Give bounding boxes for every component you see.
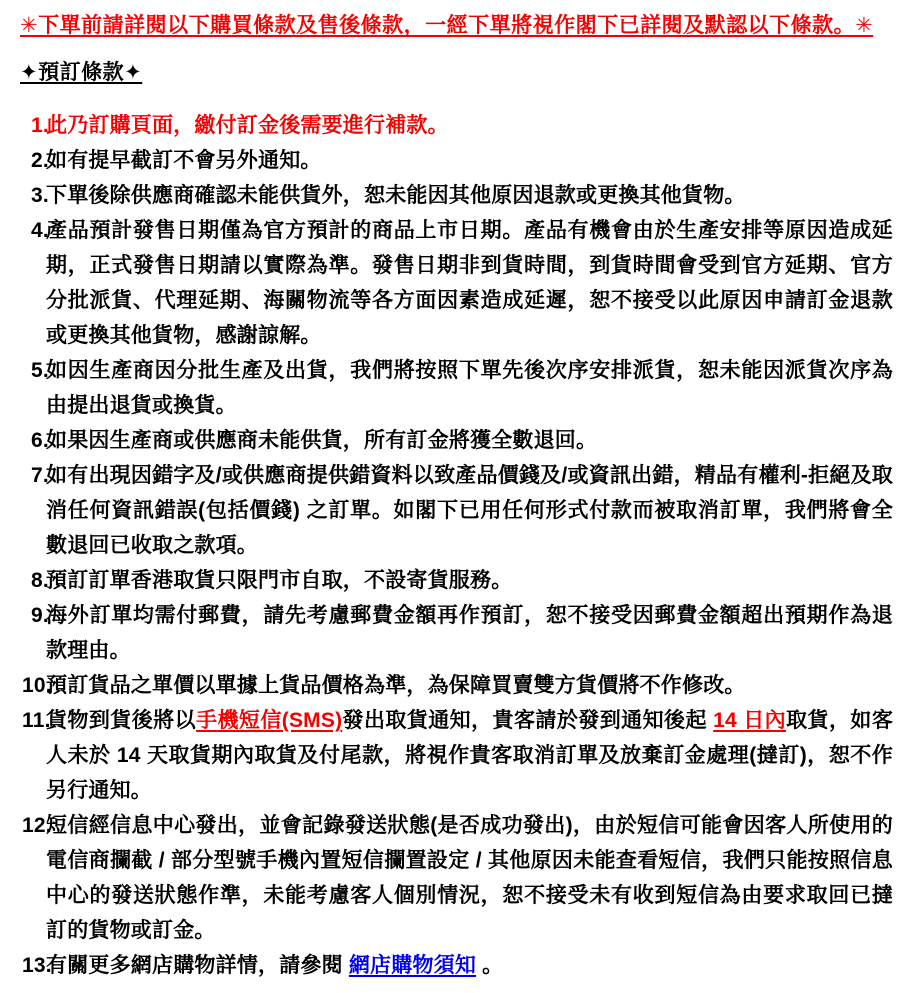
term-item-1 [20, 108, 893, 143]
pickup-deadline-highlight: 14 日內 [713, 709, 787, 732]
text-segment: 海外訂單均需付郵費，請先考慮郵費金額再作預訂，恕不接受因郵費金額超出預期作為退款理由。 [46, 604, 893, 662]
text-segment: 取貨，如客人未於 14 天取貨期內取貨及付尾款，將視作貴客取消訂單及放棄訂金處理(撻訂)，恕不作另行通知。 [46, 709, 894, 802]
term-item-11 [20, 703, 893, 808]
preorder-terms-section-title: ✦預訂條款✦ [20, 61, 143, 84]
term-item-7 [20, 458, 893, 563]
purchase-notice-header: ✳下單前請詳閱以下購買條款及售後條款，一經下單將視作閣下已詳閱及默認以下條款。✳ [20, 14, 874, 37]
text-segment: 短信經信息中心發出，並會記錄發送狀態(是否成功發出)，由於短信可能會因客人所使用的電信商攔截 / 部分型號手機內置短信攔置設定 / 其他原因未能查看短信，我們只能按照信息中心的發送狀態作準，未能考慮客人個別情況，恕不接受未有收到短信為由要求取回已撻訂的貨物或訂金。 [46, 814, 893, 942]
term-number: 6. [31, 429, 49, 452]
term-number: 8. [31, 569, 49, 592]
term-number: 3. [31, 184, 49, 207]
term-text [46, 814, 893, 942]
term-number: 1. [31, 114, 49, 137]
term-item-5 [20, 353, 893, 423]
text-segment: 如因生產商因分批生產及出貨，我們將按照下單先後次序安排派貨，恕未能因派貨次序為由提出退貨或換貨。 [46, 359, 893, 417]
term-number: 13. [22, 954, 52, 977]
term-number: 4. [31, 219, 49, 242]
term-number: 5. [31, 359, 49, 382]
term-number: 11. [22, 709, 51, 732]
text-segment: 如果因生產商或供應商未能供貨，所有訂金將獲全數退回。 [46, 429, 598, 452]
term-text [46, 219, 893, 347]
text-segment: 貨物到貨後將以 [46, 709, 197, 732]
term-item-4 [20, 213, 893, 353]
text-segment: 預訂貨品之單價以單據上貨品價格為準，為保障買賣雙方貨價將不作修改。 [46, 674, 746, 697]
term-item-10 [20, 668, 893, 703]
text-segment: 發出取貨通知，貴客請於發到通知後起 [342, 709, 714, 732]
text-segment: 下單後除供應商確認未能供貨外，恕未能因其他原因退款或更換其他貨物。 [46, 184, 746, 207]
term-text [46, 184, 746, 207]
text-segment: 產品預計發售日期僅為官方預計的商品上市日期。產品有機會由於生產安排等原因造成延期，正式發售日期請以實際為準。發售日期非到貨時間，到貨時間會受到官方延期、官方分批派貨、代理延期、海關物流等各方面因素造成延遲，恕不接受以此原因申請訂金退款或更換其他貨物，感謝諒解。 [46, 219, 893, 347]
term-number: 12. [22, 814, 52, 837]
term-text [46, 954, 503, 977]
term-item-6 [20, 423, 893, 458]
term-item-8 [20, 563, 893, 598]
text-segment: 有關更多網店購物詳情，請參閱 [46, 954, 349, 977]
term-text [46, 359, 893, 417]
term-number: 9. [31, 604, 49, 627]
term-text [46, 674, 746, 697]
terms-list [20, 108, 893, 983]
store-shopping-guide-link[interactable]: 網店購物須知 [348, 954, 477, 977]
term-text [46, 114, 449, 137]
term-item-3 [20, 178, 893, 213]
term-item-12 [20, 808, 893, 948]
term-number: 7. [31, 464, 49, 487]
term-text [46, 604, 893, 662]
term-text [46, 464, 893, 557]
term-item-13 [20, 948, 893, 983]
term-text [46, 569, 512, 592]
text-segment: 。 [476, 954, 504, 977]
text-segment: 此乃訂購頁面，繳付訂金後需要進行補款。 [46, 114, 449, 137]
text-segment: 如有提早截訂不會另外通知。 [46, 149, 322, 172]
term-text [46, 709, 893, 802]
term-number: 2. [31, 149, 49, 172]
term-text [46, 149, 322, 172]
text-segment: 如有出現因錯字及/或供應商提供錯資料以致產品價錢及/或資訊出錯，精品有權利-拒絕及取消任何資訊錯誤(包括價錢) 之訂單。如閣下已用任何形式付款而被取消訂單，我們將會全數退回已收取之款項。 [46, 464, 893, 557]
term-number: 10. [22, 674, 52, 697]
term-text [46, 429, 597, 452]
term-item-9 [20, 598, 893, 668]
text-segment: 預訂訂單香港取貨只限門市自取，不設寄貨服務。 [46, 569, 513, 592]
sms-highlight: 手機短信(SMS) [196, 709, 343, 732]
term-item-2 [20, 143, 893, 178]
